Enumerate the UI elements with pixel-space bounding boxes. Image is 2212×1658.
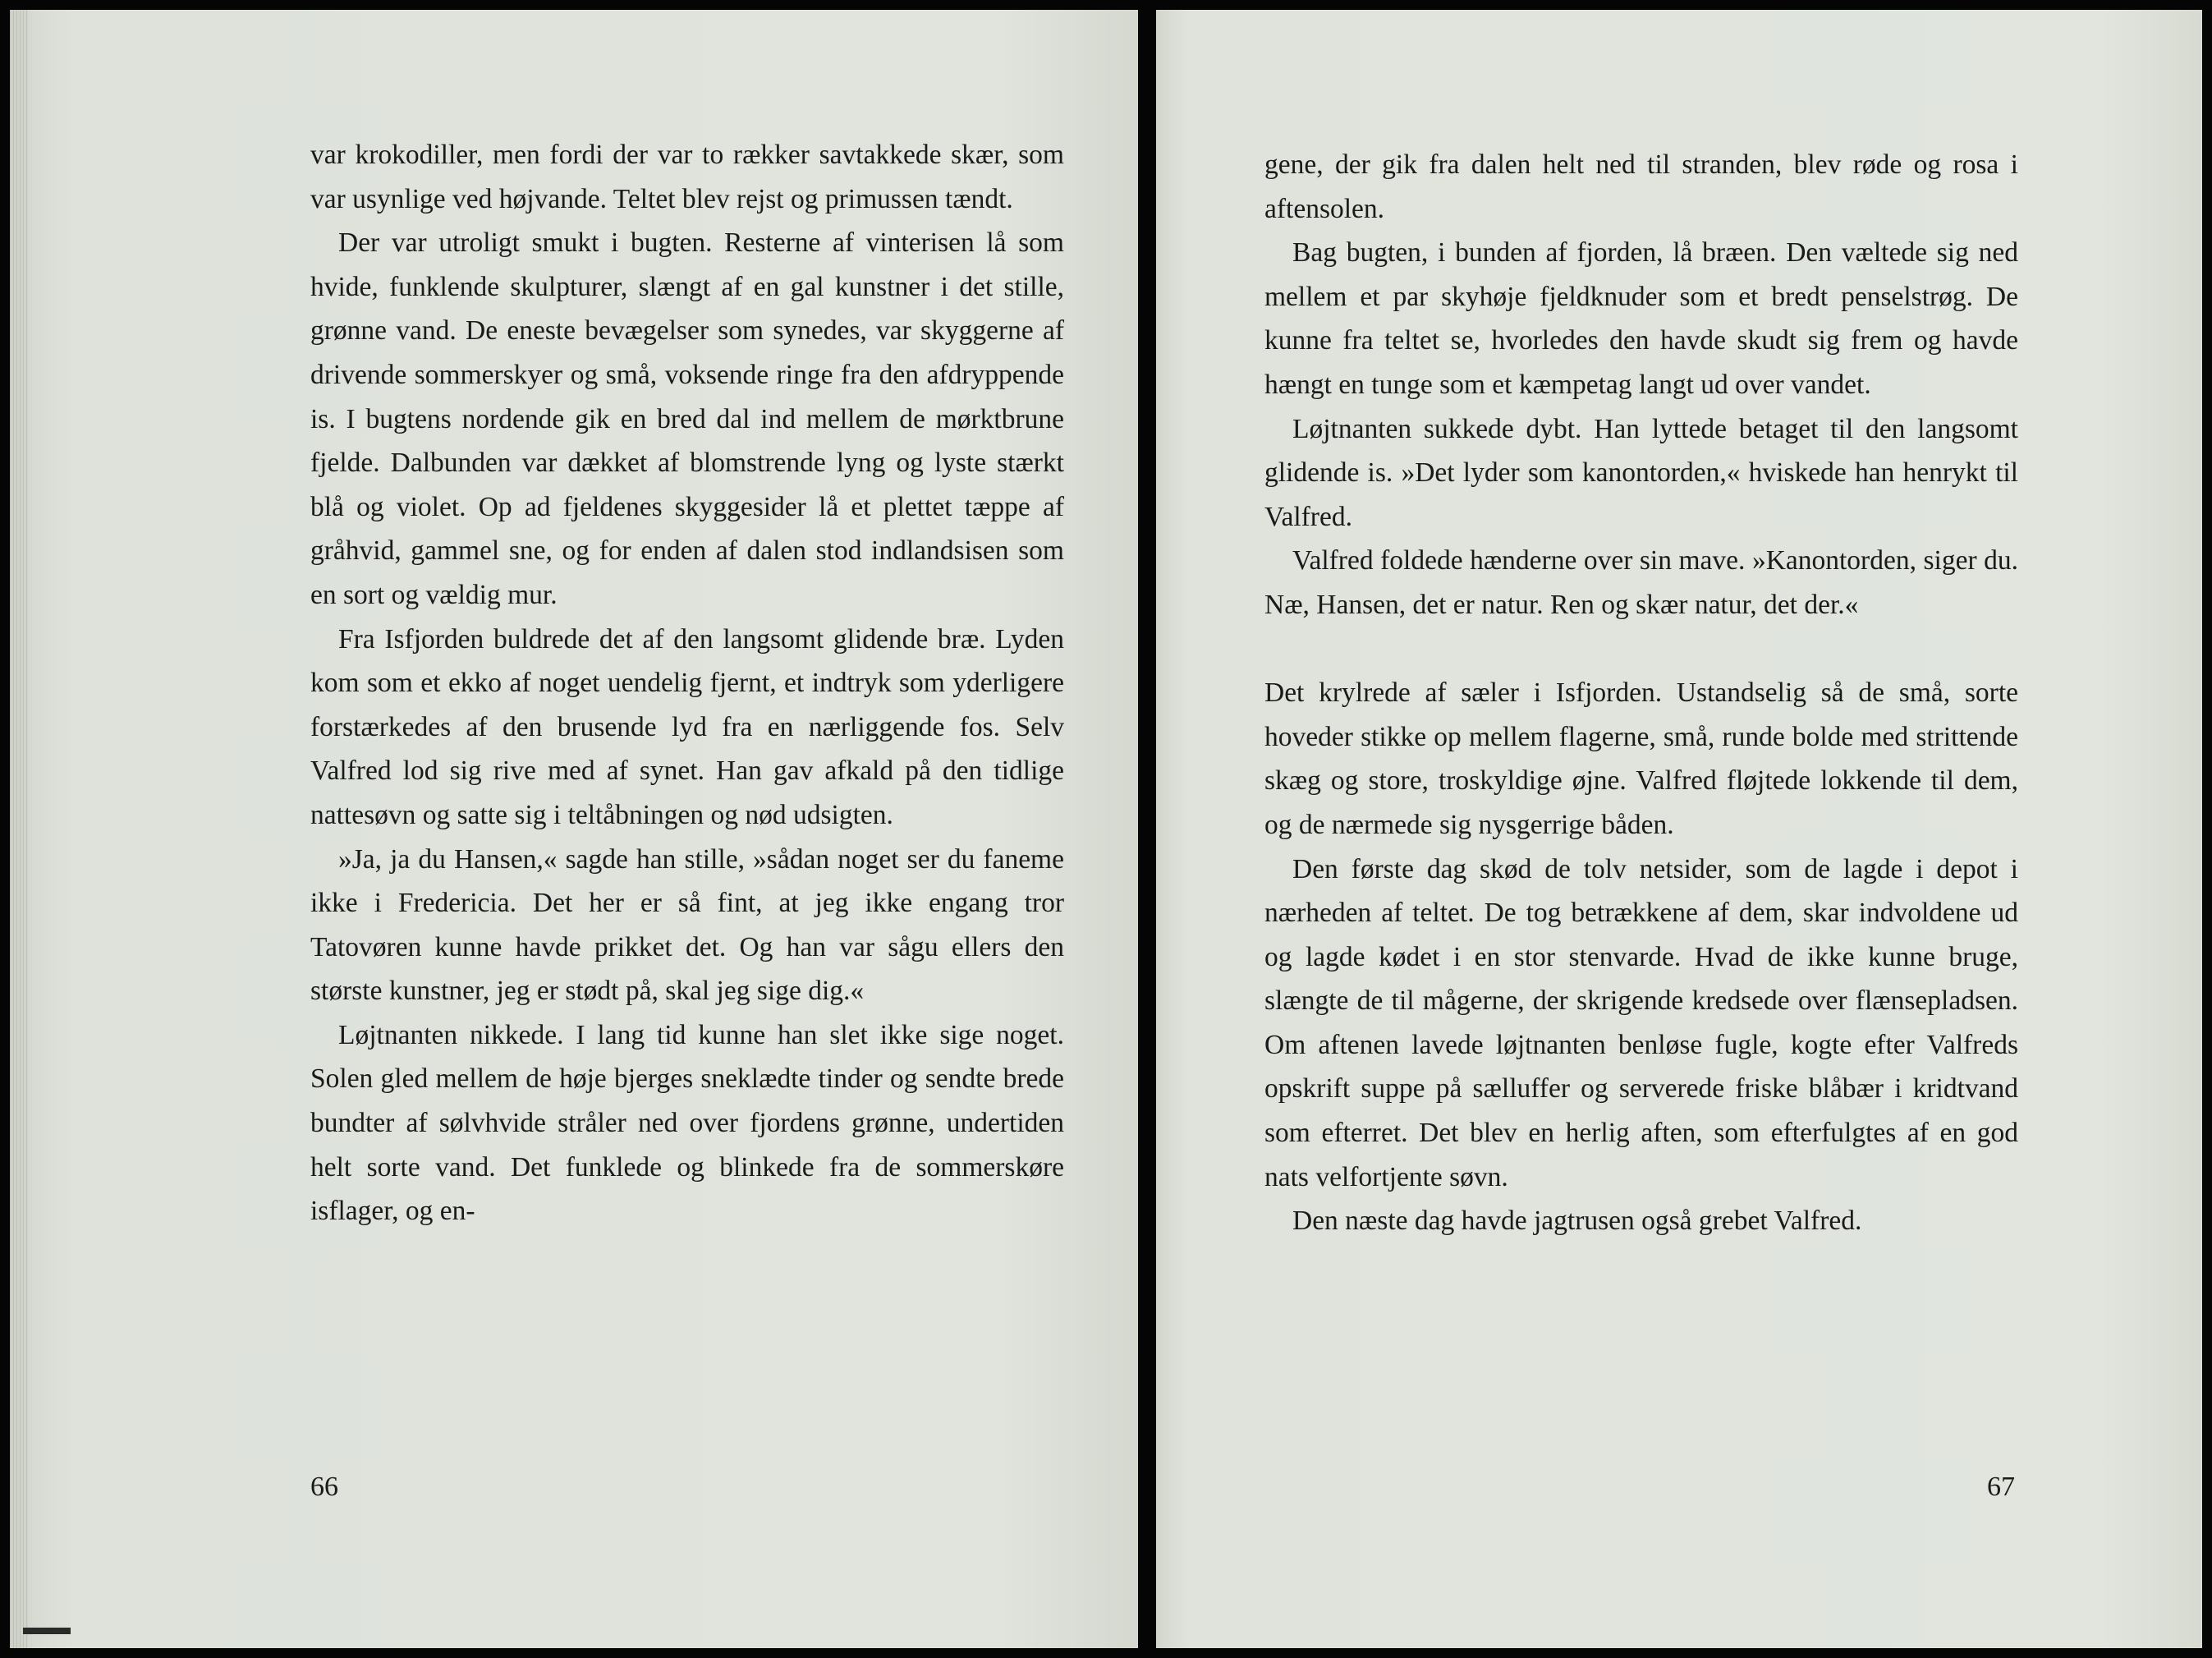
paragraph: »Ja, ja du Hansen,« sagde han stille, »sådan noget ser du faneme ikke i Fredericia. Det her er så fint, at jeg ikke engang tror Tatovøren kunne havde prikket det. Og han var sågu ellers den største kunstner, jeg er stødt på, skal jeg sige dig.« bbox=[310, 843, 1064, 1007]
right-page-text bbox=[1264, 143, 2018, 1243]
scan-corner-mark bbox=[23, 1628, 71, 1634]
paragraph: Valfred foldede hænderne over sin mave. »Kanontorden, siger du. Næ, Hansen, det er natur. Ren og skær natur, det der.« bbox=[1264, 545, 2018, 620]
page-number-left: 66 bbox=[310, 1472, 338, 1502]
paragraph: Fra Isfjorden buldrede det af den langsomt glidende bræ. Lyden kom som et ekko af noget uendelig fjernt, et indtryk som yderligere forstærkedes af den brusende lyd fra en nærliggende fos. Selv Valfred lod sig rive med af synet. Han gav afkald på den tidlige nattesøvn og satte sig i teltåbningen og nød udsigten. bbox=[310, 623, 1064, 830]
paragraph: Bag bugten, i bunden af fjorden, lå bræen. Den væltede sig ned mellem et par skyhøje fjeldknuder som et bredt penselstrøg. De kunne fra teltet se, hvorledes den havde skudt sig frem og havde hængt en tunge som et kæmpetag langt ud over vandet. bbox=[1264, 237, 2018, 400]
page-number-right: 67 bbox=[1987, 1472, 2015, 1502]
right-page bbox=[1156, 10, 2202, 1648]
paragraph: Der var utroligt smukt i bugten. Resterne af vinterisen lå som hvide, funklende skulpturer, slængt af en gal kunstner i det stille, grønne vand. De eneste bevægelser som synedes, var skyggerne af drivende sommerskyer og små, voksende ringe fra den afdryppende is. I bugtens nordende gik en bred dal ind mellem de mørktbrune fjelde. Dalbunden var dækket af blomstrende lyng og lyste stærkt blå og violet. Op ad fjeldenes skyggesider lå et plettet tæppe af gråhvid, gammel sne, og for enden af dalen stod indlandsisen som en sort og vældig mur. bbox=[310, 227, 1064, 610]
section-break bbox=[1264, 627, 2018, 672]
paragraph: Den første dag skød de tolv netsider, som de lagde i depot i nærheden af teltet. De tog betrækkene af dem, skar indvoldene ud og lagde kødet i en stor stenvarde. Hvad de ikke kunne bruge, slængte de til mågerne, der skrigende kredsede over flænsepladsen. Om aftenen lavede løjtnanten benløse fugle, kogte efter Valfreds opskrift suppe på sælluffer og serverede friske blåbær i kridtvand som efterret. Det blev en herlig aften, som efterfulgtes af en god nats velfortjente søvn. bbox=[1264, 853, 2018, 1192]
paragraph: var krokodiller, men fordi der var to rækker savtakkede skær, som var usynlige ved højvande. Teltet blev rejst og primussen tændt. bbox=[310, 140, 1064, 214]
paragraph: Det krylrede af sæler i Isfjorden. Ustandselig så de små, sorte hoveder stikke op mellem flagerne, små, runde bolde med strittende skæg og store, troskyldige øjne. Valfred fløjtede lokkende til dem, og de nærmede sig nysgerrige båden. bbox=[1264, 677, 2018, 840]
paragraph: Løjtnanten nikkede. I lang tid kunne han slet ikke sige noget. Solen gled mellem de høje bjerges sneklædte tinder og sendte brede bundter af sølvhvide stråler ned over fjordens grønne, undertiden helt sorte vand. Det funklede og blinkede fra de sommerskøre isflager, og en- bbox=[310, 1019, 1064, 1227]
left-page bbox=[10, 10, 1138, 1648]
paragraph: Løjtnanten sukkede dybt. Han lyttede betaget til den langsomt glidende is. »Det lyder som kanontorden,« hviskede han henrykt til Valfred. bbox=[1264, 413, 2018, 532]
page-edge-stack bbox=[10, 10, 28, 1648]
paragraph: Den næste dag havde jagtrusen også grebet Valfred. bbox=[1292, 1206, 1862, 1237]
paragraph: gene, der gik fra dalen helt ned til stranden, blev røde og rosa i aftensolen. bbox=[1264, 149, 2018, 224]
left-page-text bbox=[310, 133, 1064, 1233]
